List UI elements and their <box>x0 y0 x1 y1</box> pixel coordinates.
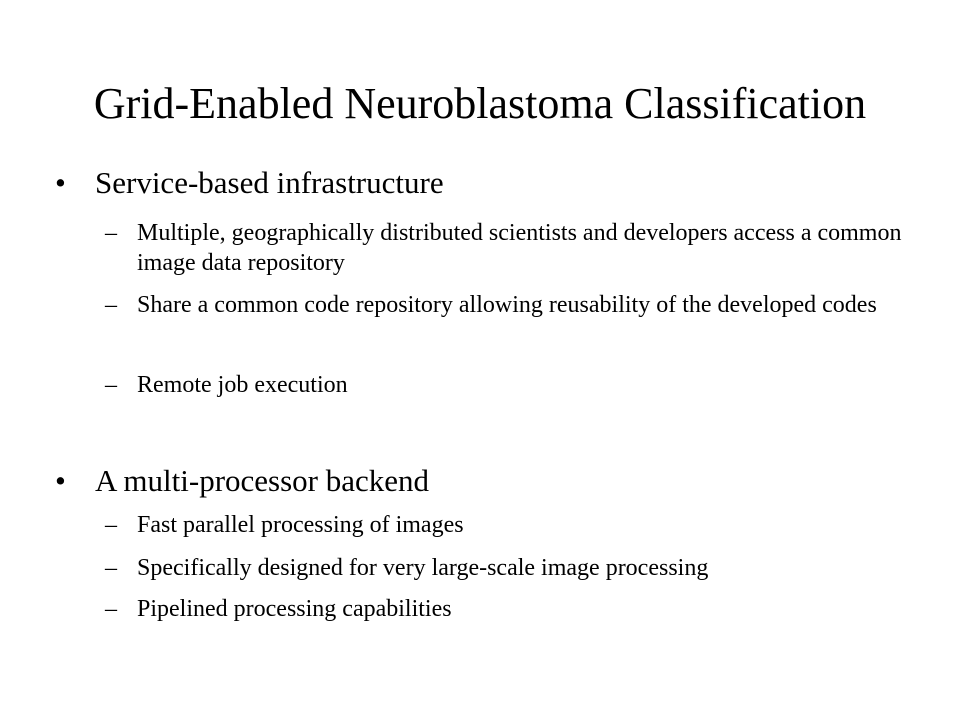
bullet-text: Service-based infrastructure <box>95 165 444 200</box>
slide-title: Grid-Enabled Neuroblastoma Classification <box>93 79 867 128</box>
sub-bullet <box>105 218 925 278</box>
bullet-marker: • <box>55 165 66 200</box>
sub-bullet-text: Multiple, geographically distributed scientists and developers access a common image data repository <box>137 220 902 276</box>
sub-bullet-text: Fast parallel processing of images <box>137 512 464 538</box>
sub-bullet-text: Remote job execution <box>137 372 348 398</box>
sub-bullet-text: Specifically designed for very large-scale image processing <box>137 555 709 581</box>
sub-bullet-marker: – <box>105 512 117 538</box>
sub-bullet <box>105 510 925 540</box>
sub-bullet <box>105 290 925 320</box>
sub-bullet-marker: – <box>105 372 117 398</box>
sub-bullet <box>105 594 925 624</box>
sub-bullet-text: Share a common code repository allowing reusability of the developed codes <box>137 292 877 318</box>
sub-bullet-marker: – <box>105 555 117 581</box>
sub-bullet <box>105 553 925 583</box>
sub-bullet <box>105 370 925 400</box>
bullet-marker: • <box>55 463 66 498</box>
bullet-text: A multi-processor backend <box>95 463 430 498</box>
sub-bullet-marker: – <box>105 292 117 318</box>
sub-bullet-text: Pipelined processing capabilities <box>137 596 452 622</box>
sub-bullet-marker: – <box>105 220 117 246</box>
sub-bullet-marker: – <box>105 596 117 622</box>
